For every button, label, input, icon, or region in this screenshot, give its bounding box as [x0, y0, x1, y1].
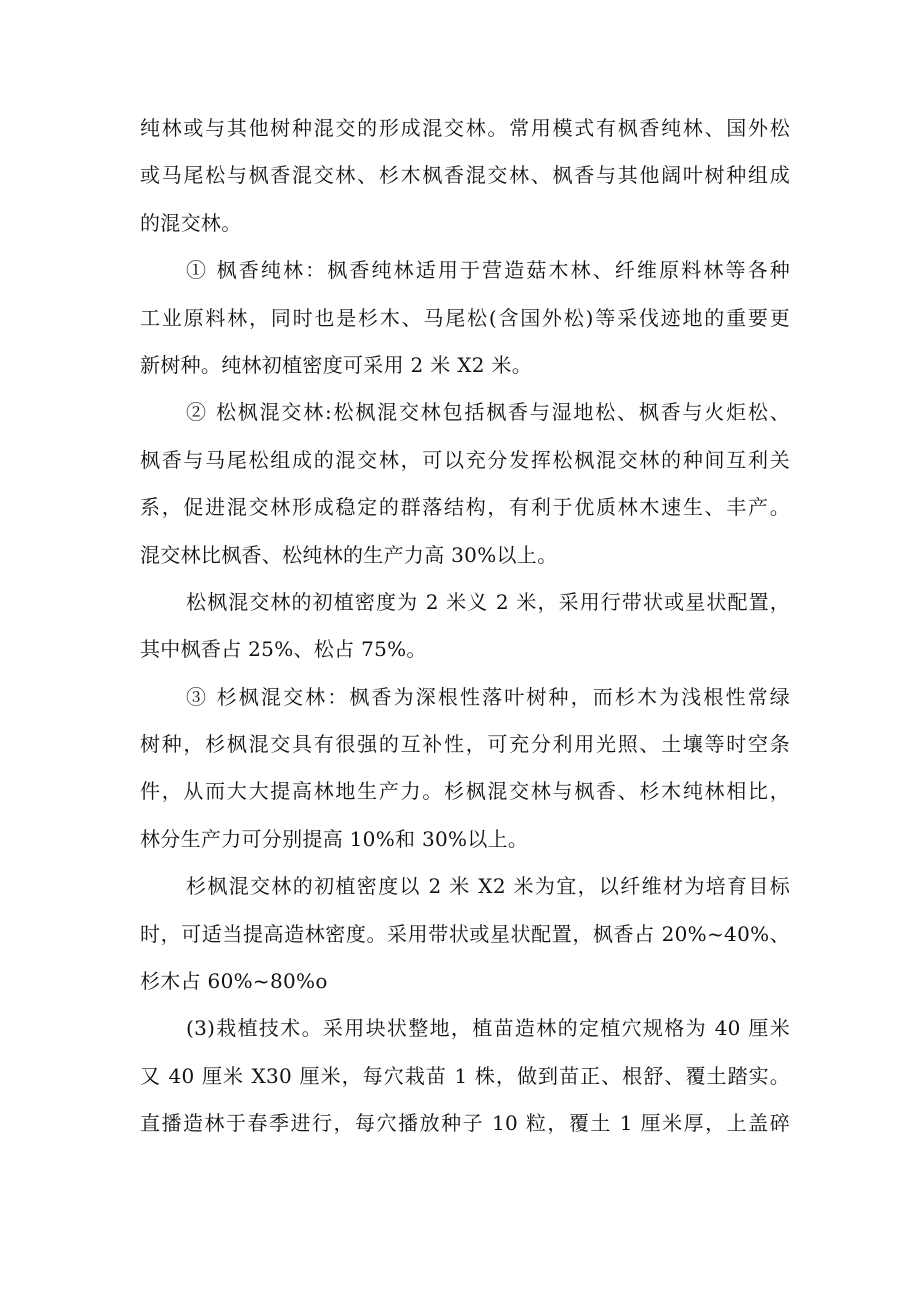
- text-line: 树种，杉枫混交具有很强的互补性，可充分利用光照、土壤等时空条: [140, 732, 790, 757]
- text-line: 直播造林于春季进行，每穴播放种子 10 粒，覆土 1 厘米厚，上盖碎: [140, 1111, 790, 1136]
- paragraph-3-start: 松枫混交林的初植密度为 2 米义 2 米，采用行带状或星状配置，: [186, 589, 790, 614]
- text-line: 林分生产力可分别提高 10%和 30%以上。: [140, 826, 529, 851]
- body-text: [140, 105, 790, 1148]
- paragraph-5-start: 杉枫混交林的初植密度以 2 米 X2 米为宜，以纤维材为培育目标: [186, 874, 790, 899]
- paragraph-1-start: ① 枫香纯林：枫香纯林适用于营造菇木林、纤维原料林等各种: [186, 258, 790, 283]
- paragraph-6-start: (3)栽植技术。采用块状整地，植苗造林的定植穴规格为 40 厘米: [186, 1016, 790, 1041]
- paragraph-4-start: ③ 杉枫混交林：枫香为深根性落叶树种，而杉木为浅根性常绿: [186, 684, 790, 709]
- text-line: 又 40 厘米 X30 厘米，每穴栽苗 1 株，做到苗正、根舒、覆土踏实。: [140, 1063, 790, 1088]
- text-line: 新树种。纯林初植密度可采用 2 米 X2 米。: [140, 352, 533, 377]
- text-line: 或马尾松与枫香混交林、杉木枫香混交林、枫香与其他阔叶树种组成: [140, 163, 790, 188]
- text-line: 杉木占 60%~80%o: [140, 969, 328, 994]
- text-line: 件，从而大大提高林地生产力。杉枫混交林与枫香、杉木纯林相比，: [140, 779, 790, 804]
- paragraph-2-start: ② 松枫混交林:松枫混交林包括枫香与湿地松、枫香与火炬松、: [186, 400, 790, 425]
- text-line: 工业原料林，同时也是杉木、马尾松(含国外松)等采伐迹地的重要更: [140, 305, 790, 330]
- text-line: 的混交林。: [140, 210, 242, 235]
- text-line: 混交林比枫香、松纯林的生产力高 30%以上。: [140, 542, 558, 567]
- text-line: 系，促进混交林形成稳定的群落结构，有利于优质林木速生、丰产。: [140, 495, 790, 520]
- text-line: 纯林或与其他树种混交的形成混交林。常用模式有枫香纯林、国外松: [140, 116, 790, 140]
- text-line: 枫香与马尾松组成的混交林，可以充分发挥松枫混交林的种间互利关: [140, 447, 790, 472]
- text-line: 其中枫香占 25%、松占 75%。: [140, 637, 427, 662]
- text-line: 时，可适当提高造林密度。采用带状或星状配置，枫香占 20%~40%、: [140, 921, 790, 946]
